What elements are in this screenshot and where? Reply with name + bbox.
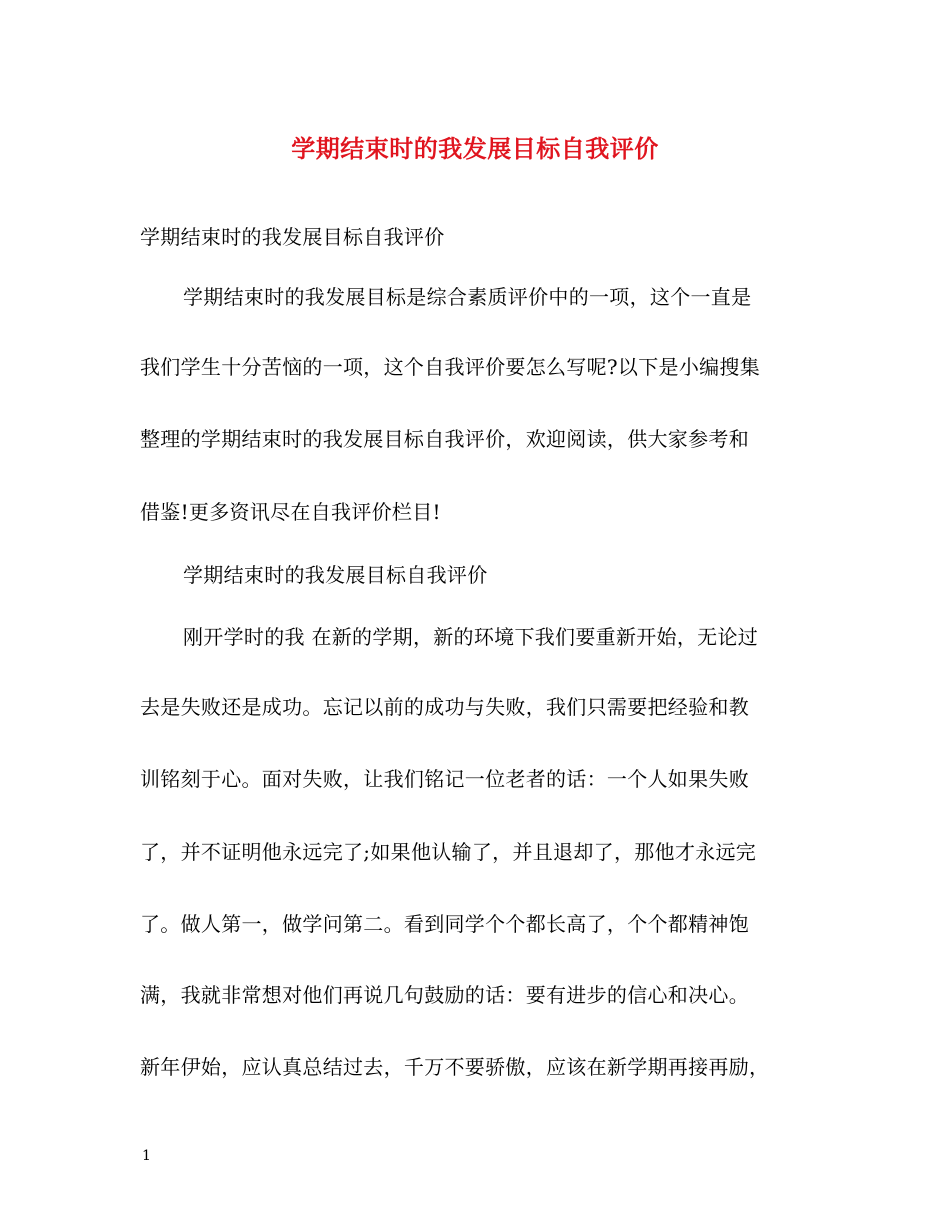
body-line-5: 借鉴!更多资讯尽在自我评价栏目! (140, 500, 441, 524)
body-line-11: 了。做人第一，做学问第二。看到同学个个都长高了，个个都精神饱 (140, 912, 749, 936)
body-line-7: 刚开学时的我 在新的学期，新的环境下我们要重新开始，无论过 (183, 625, 759, 649)
body-line-1: 学期结束时的我发展目标自我评价 (140, 225, 445, 249)
body-line-10: 了，并不证明他永远完了;如果他认输了，并且退却了，那他才永远完 (140, 840, 757, 864)
body-line-6: 学期结束时的我发展目标自我评价 (183, 563, 488, 587)
body-line-13: 新年伊始，应认真总结过去，千万不要骄傲，应该在新学期再接再励， (140, 1055, 770, 1079)
body-line-9: 训铭刻于心。面对失败，让我们铭记一位老者的话：一个人如果失败 (140, 767, 749, 791)
body-line-3: 我们学生十分苦恼的一项，这个自我评价要怎么写呢?以下是小编搜集 (140, 355, 761, 379)
body-line-4: 整理的学期结束时的我发展目标自我评价，欢迎阅读，供大家参考和 (140, 427, 749, 451)
body-line-2: 学期结束时的我发展目标是综合素质评价中的一项，这个一直是 (183, 285, 752, 309)
document-title: 学期结束时的我发展目标自我评价 (291, 134, 659, 163)
body-line-12: 满，我就非常想对他们再说几句鼓励的话：要有进步的信心和决心。 (140, 983, 749, 1007)
body-line-8: 去是失败还是成功。忘记以前的成功与失败，我们只需要把经验和教 (140, 695, 749, 719)
page-number: 1 (142, 1148, 151, 1164)
